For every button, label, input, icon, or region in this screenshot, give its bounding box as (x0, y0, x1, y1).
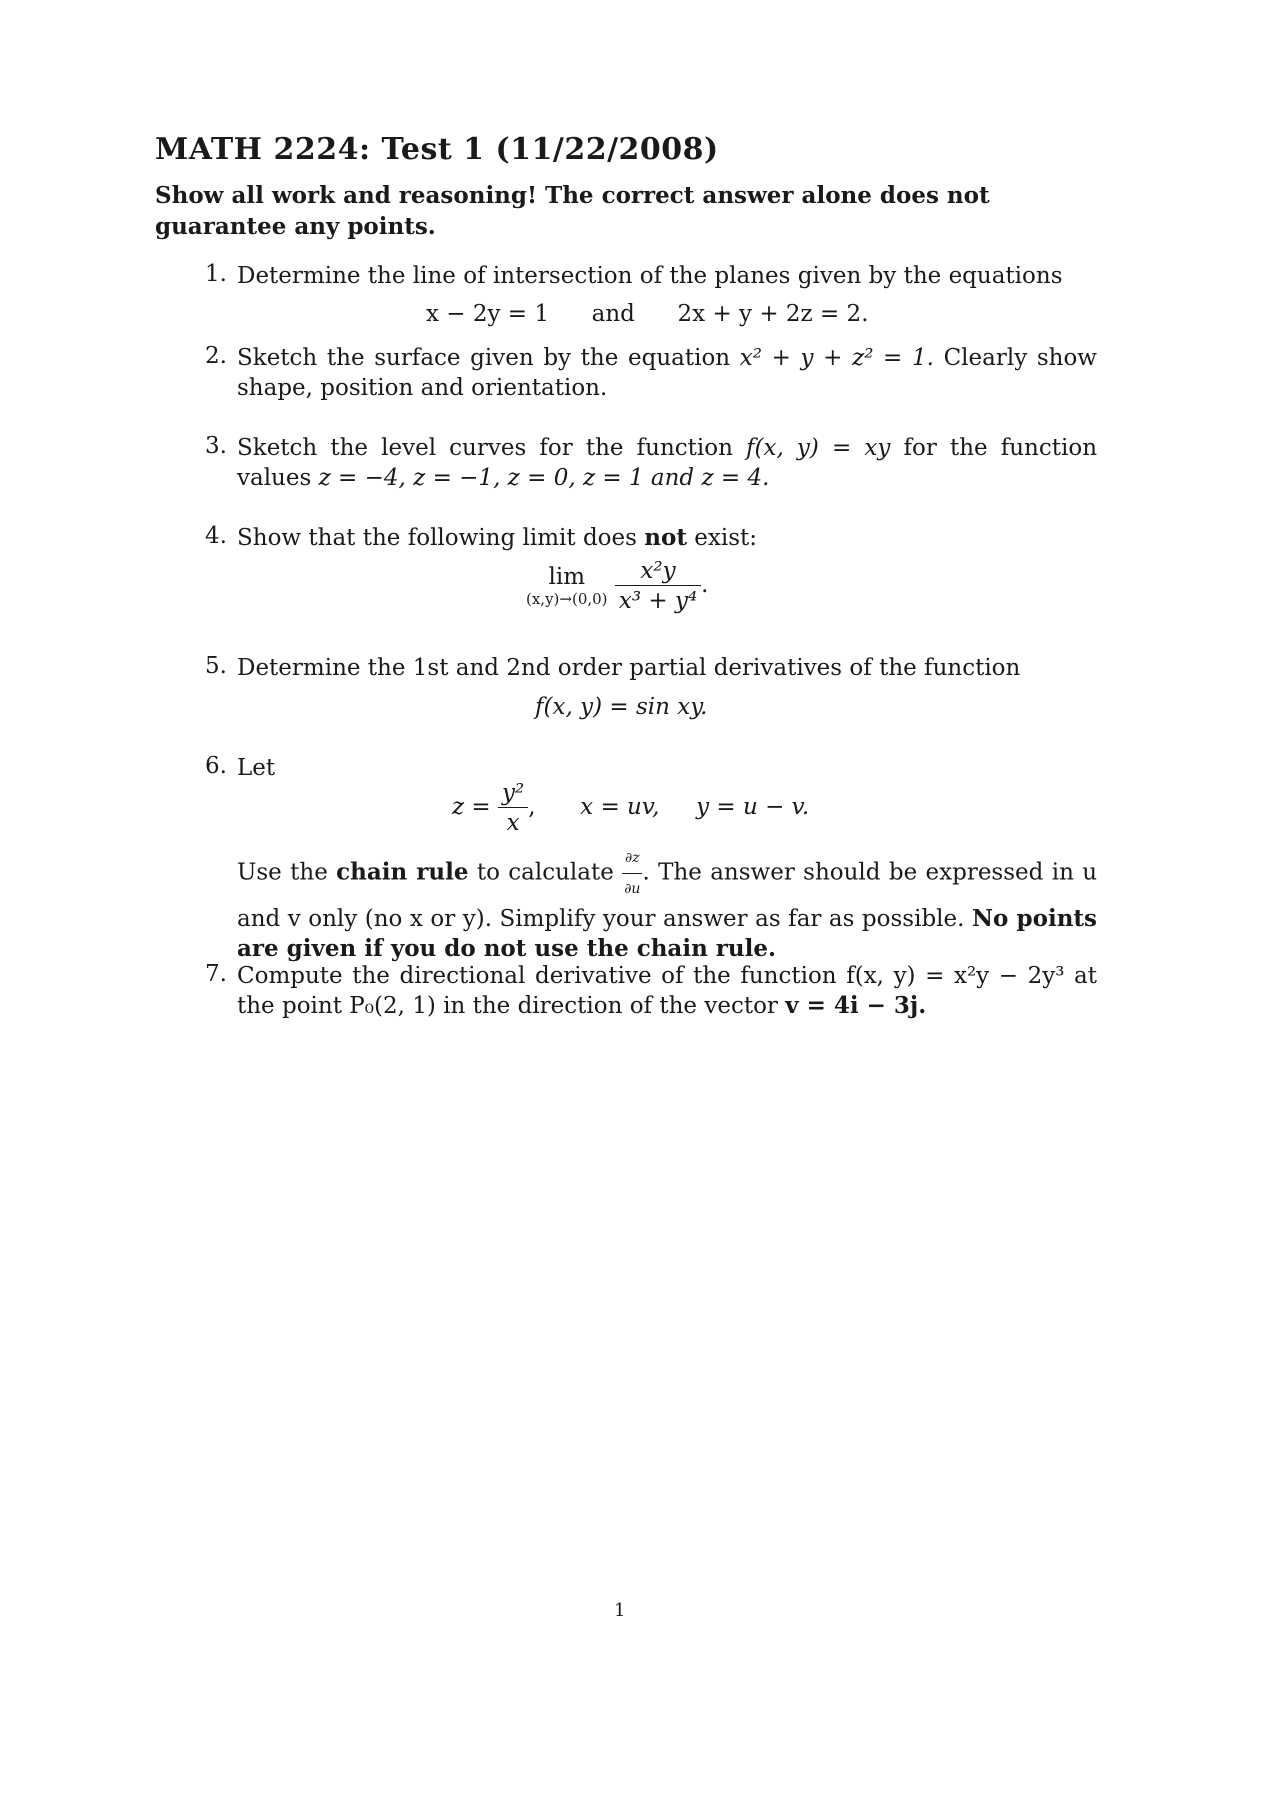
problem-1-text: Determine the line of intersection of the planes given by the equations (237, 263, 1063, 289)
z-equals: z = (452, 794, 491, 820)
page-title: MATH 2224: Test 1 (11/22/2008) (155, 132, 719, 167)
problem-4-text (237, 523, 1097, 553)
problem-7-number: 7. (205, 961, 227, 987)
problem-1-number: 1. (205, 261, 227, 287)
limit-operator: lim (548, 564, 586, 590)
problem-5-function: f(x, y) = sin xy. (535, 694, 708, 720)
problem-4-number: 4. (205, 523, 227, 549)
problem-3-function: f(x, y) = xy (746, 435, 891, 461)
problem-6-text (237, 843, 1097, 964)
z-numerator: y² (498, 780, 528, 808)
chain-rule-emphasis: chain rule (336, 858, 469, 886)
problem-4-emphasis: not (644, 524, 687, 551)
problem-5-number: 5. (205, 653, 227, 679)
z-fraction (498, 780, 528, 836)
problem-7-text (237, 961, 1097, 1021)
equation-left: x − 2y = 1 (426, 301, 550, 327)
problem-3-text-b: for the function values (237, 435, 1098, 491)
problem-2-text (237, 343, 1097, 403)
dz-du-fraction (622, 843, 642, 904)
problem-6-let: Let (237, 755, 276, 781)
use-text-a: Use the (237, 859, 328, 886)
problem-1-equation (426, 301, 869, 327)
limit-denominator: x³ + y⁴ (618, 588, 698, 614)
problem-7-vector: v = 4i − 3j. (785, 992, 927, 1019)
limit-subscript: (x,y)→(0,0) (526, 590, 608, 608)
equation-and: and (591, 301, 635, 327)
problem-2-text-a: Sketch the surface given by the equation (237, 345, 731, 371)
z-comma: , (528, 794, 536, 820)
problem-3-text (237, 433, 1097, 493)
chain-rule-warning: No points are given if you do not use the chain rule. (237, 905, 1098, 962)
dz: ∂z (622, 843, 642, 874)
x-equation: x = uv, (580, 794, 660, 820)
problem-3-text-a: Sketch the level curves for the function (237, 435, 733, 461)
problem-3-number: 3. (205, 433, 227, 459)
use-text-b: to calculate (476, 859, 614, 886)
limit-fraction (615, 558, 701, 614)
problem-7-text-main: Compute the directional derivative of the function f(x, y) = x²y − 2y³ at the point P₀(2, 1) in the direction of the vector (237, 963, 1097, 1019)
z-denominator: x (506, 810, 520, 836)
problem-5-text: Determine the 1st and 2nd order partial derivatives of the function (237, 655, 1021, 681)
problem-6-equations (452, 780, 809, 836)
problem-6-number: 6. (205, 753, 227, 779)
problem-3-values: z = −4, z = −1, z = 0, z = 1 and z = 4. (318, 465, 770, 491)
problem-2-equation: x² + y + z² = 1. (739, 345, 934, 371)
y-equation: y = u − v. (696, 794, 810, 820)
limit-period: . (701, 572, 709, 598)
problem-5-equation (535, 694, 707, 720)
problem-2-number: 2. (205, 343, 227, 369)
du: ∂u (624, 881, 641, 897)
page-number: 1 (614, 1600, 626, 1621)
problem-4-text-a: Show that the following limit does (237, 525, 637, 551)
limit-numerator: x²y (615, 558, 701, 586)
problem-4-limit (526, 558, 708, 614)
equation-right: 2x + y + 2z = 2. (677, 301, 869, 327)
instructions: Show all work and reasoning! The correct answer alone does not guarantee any points. (155, 182, 990, 240)
problem-2-text-b: Clearly show shape, position and orientation. (237, 345, 1097, 401)
use-text-c: . The answer should be expressed in u and v only (no x or y). Simplify your answer as far as possible. (237, 859, 1098, 932)
problem-4-text-b: exist: (694, 525, 757, 551)
